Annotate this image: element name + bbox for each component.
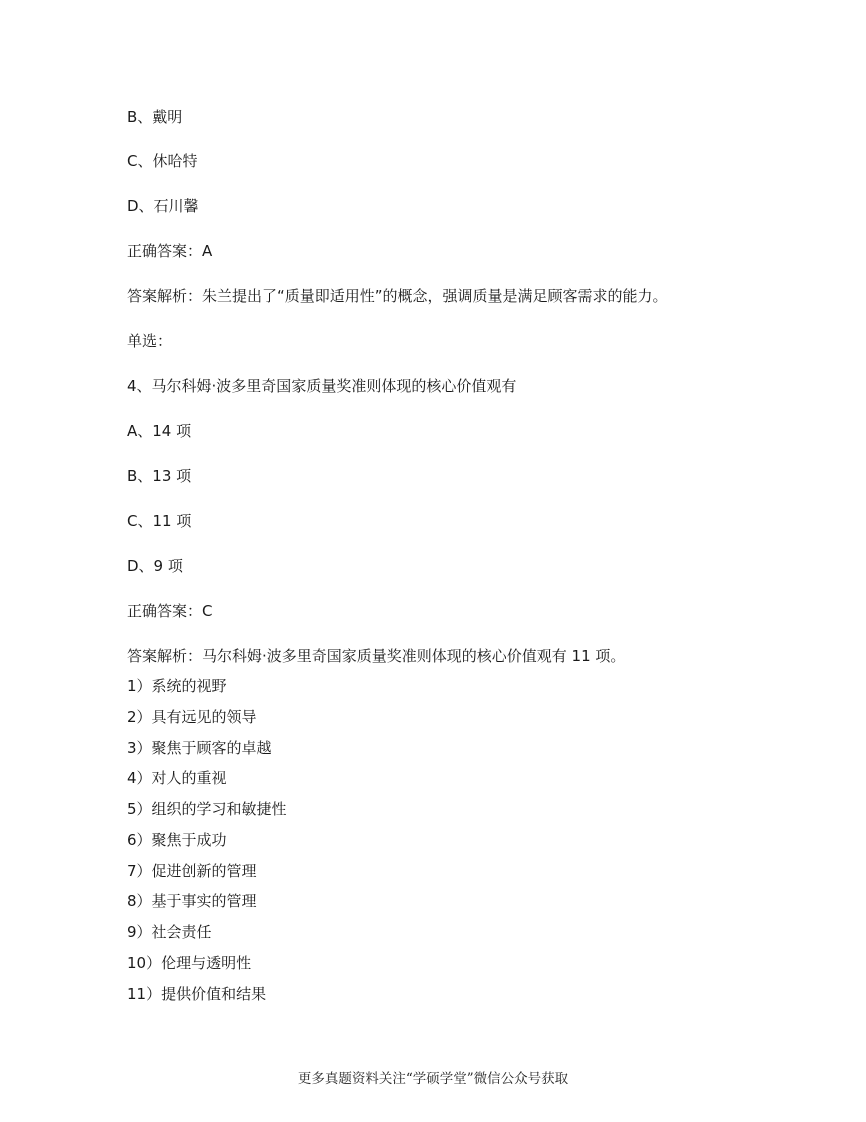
q4-option-d: D、9 项 <box>127 557 183 575</box>
core-value-item: 11）提供价值和结果 <box>127 985 267 1003</box>
core-value-item: 9）社会责任 <box>127 923 212 941</box>
page-footer: 更多真题资料关注“学硕学堂”微信公众号获取 <box>297 1071 569 1087</box>
core-value-item: 4）对人的重视 <box>127 769 227 787</box>
q3-option-b: B、戴明 <box>127 108 183 126</box>
core-value-item: 5）组织的学习和敏捷性 <box>127 800 287 818</box>
core-value-item: 7）促进创新的管理 <box>127 862 257 880</box>
core-value-item: 10）伦理与透明性 <box>127 954 252 972</box>
q4-option-c: C、11 项 <box>127 512 192 530</box>
q4-option-a: A、14 项 <box>127 422 192 440</box>
core-value-item: 8）基于事实的管理 <box>127 892 257 910</box>
core-value-item: 3）聚焦于顾客的卓越 <box>127 739 272 757</box>
q3-explanation: 答案解析：朱兰提出了“质量即适用性”的概念，强调质量是满足顾客需求的能力。 <box>127 287 668 305</box>
core-value-item: 6）聚焦于成功 <box>127 831 227 849</box>
core-value-item: 1）系统的视野 <box>127 677 227 695</box>
q4-question: 4、马尔科姆·波多里奇国家质量奖准则体现的核心价值观有 <box>127 377 517 395</box>
q4-explanation: 答案解析：马尔科姆·波多里奇国家质量奖准则体现的核心价值观有 11 项。 <box>127 647 626 665</box>
q3-option-c: C、休哈特 <box>127 152 198 170</box>
q4-option-b: B、13 项 <box>127 467 192 485</box>
q3-option-d: D、石川馨 <box>127 197 199 215</box>
q4-answer: 正确答案：C <box>127 602 213 620</box>
q4-type: 单选： <box>127 332 173 350</box>
q3-answer: 正确答案：A <box>127 242 213 260</box>
core-value-item: 2）具有远见的领导 <box>127 708 257 726</box>
